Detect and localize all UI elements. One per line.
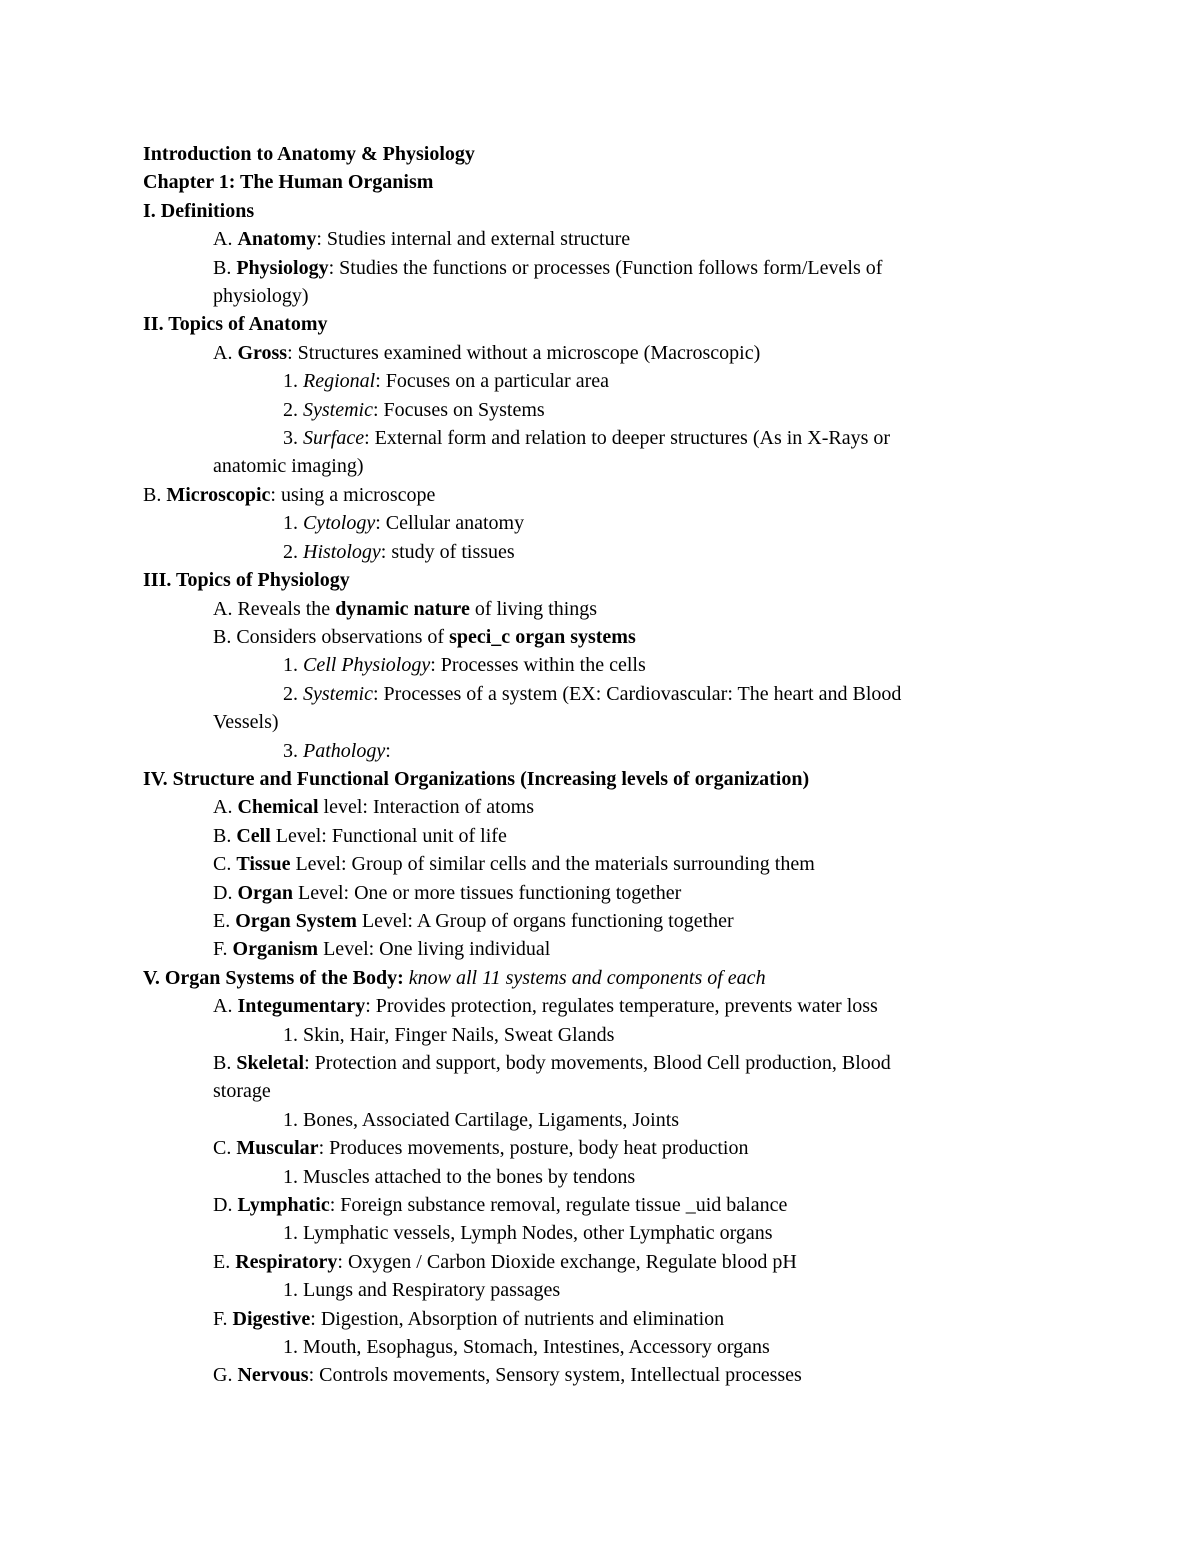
item-prefix: 3. xyxy=(283,427,303,450)
item-text: : External form and relation to deeper structures (As in X-Rays or xyxy=(364,427,891,450)
outline-item xyxy=(143,225,1043,253)
section-heading: III. Topics of Physiology xyxy=(143,569,350,592)
item-text: : xyxy=(385,739,391,762)
item-term: Tissue xyxy=(236,853,291,876)
outline-subitem: 1. Muscles attached to the bones by tendons xyxy=(283,1165,636,1188)
item-text: : Foreign substance removal, regulate tissue _uid balance xyxy=(329,1194,788,1217)
item-term: Organ System xyxy=(235,909,357,932)
item-text: : Processes of a system (EX: Cardiovascular: The heart and Blood xyxy=(372,682,902,705)
item-text: : Studies the functions or processes (Function follows form/Levels of xyxy=(328,256,883,279)
outline-item xyxy=(143,793,1043,821)
item-prefix: G. xyxy=(213,1364,238,1387)
item-prefix: C. xyxy=(213,853,237,876)
item-term: Lymphatic xyxy=(237,1194,330,1217)
outline-subitem xyxy=(143,424,1043,452)
item-term: Cell Physiology xyxy=(303,654,431,677)
item-text: Level: One living individual xyxy=(318,938,551,961)
item-continuation: storage xyxy=(213,1080,271,1103)
item-prefix: A. xyxy=(213,796,238,819)
item-term: Cytology xyxy=(303,512,376,535)
item-prefix: B. xyxy=(143,483,167,506)
item-text: : Controls movements, Sensory system, Intellectual processes xyxy=(308,1364,802,1387)
item-prefix: A. xyxy=(213,341,238,364)
item-prefix: B. xyxy=(213,256,237,279)
outline-subitem: 1. Lymphatic vessels, Lymph Nodes, other Lymphatic organs xyxy=(283,1222,773,1245)
item-text: : Studies internal and external structure xyxy=(316,228,631,251)
item-prefix: 1. xyxy=(283,512,303,535)
item-prefix: 2. xyxy=(283,682,303,705)
item-text: Level: Group of similar cells and the materials surrounding them xyxy=(290,853,815,876)
item-continuation: physiology) xyxy=(213,285,309,308)
outline-item xyxy=(143,339,1043,367)
item-term: Digestive xyxy=(232,1307,311,1330)
item-term: Systemic xyxy=(303,398,373,421)
outline-item xyxy=(143,1049,1043,1077)
item-term: speci_c organ systems xyxy=(449,625,636,648)
item-term: dynamic nature xyxy=(335,597,470,620)
item-term: Systemic xyxy=(303,682,373,705)
item-prefix: E. xyxy=(213,1250,236,1273)
item-text: : Structures examined without a microscope (Macroscopic) xyxy=(287,341,761,364)
heading-text: V. Organ Systems of the Body: xyxy=(143,966,409,989)
document-title: Introduction to Anatomy & Physiology xyxy=(143,143,475,165)
outline-subitem: 1. Skin, Hair, Finger Nails, Sweat Glands xyxy=(283,1023,615,1046)
item-prefix: D. xyxy=(213,1194,238,1217)
outline-subitem xyxy=(143,509,1043,537)
outline-item xyxy=(143,1134,1043,1162)
outline-item xyxy=(143,822,1043,850)
item-term: Skeletal xyxy=(236,1052,305,1074)
item-text: : Digestion, Absorption of nutrients and elimination xyxy=(310,1307,725,1330)
item-prefix: 2. xyxy=(283,398,303,421)
item-term: Regional xyxy=(303,370,376,393)
outline-item xyxy=(143,935,1043,963)
item-term: Integumentary xyxy=(237,995,366,1018)
chapter-heading: Chapter 1: The Human Organism xyxy=(143,171,434,194)
item-text: B. Considers observations of xyxy=(213,625,450,648)
outline-item xyxy=(143,850,1043,878)
outline-subitem xyxy=(143,367,1043,395)
item-term: Surface xyxy=(303,427,365,450)
item-text: : Focuses on Systems xyxy=(372,398,545,421)
item-term: Organ xyxy=(237,881,294,904)
item-prefix: 2. xyxy=(283,540,303,563)
outline-subitem xyxy=(143,396,1043,424)
item-prefix: C. xyxy=(213,1137,237,1160)
outline-subitem: 1. Lungs and Respiratory passages xyxy=(283,1279,561,1302)
item-text: Level: One or more tissues functioning together xyxy=(293,881,682,904)
item-prefix: E. xyxy=(213,909,236,932)
item-text: : Cellular anatomy xyxy=(375,512,525,535)
item-text: : Oxygen / Carbon Dioxide exchange, Regulate blood pH xyxy=(337,1250,797,1273)
outline-subitem: 1. Mouth, Esophagus, Stomach, Intestines, Accessory organs xyxy=(283,1336,770,1359)
item-term: Respiratory xyxy=(235,1250,338,1273)
outline-item xyxy=(143,1248,1043,1276)
outline-item xyxy=(143,907,1043,935)
item-term: Gross xyxy=(237,341,288,364)
item-term: Physiology xyxy=(236,256,329,279)
item-term: Anatomy xyxy=(237,228,317,251)
outline-item xyxy=(143,879,1043,907)
item-term: Muscular xyxy=(236,1137,319,1160)
outline-item xyxy=(143,254,1043,282)
item-text: : Provides protection, regulates temperature, prevents water loss xyxy=(365,995,878,1018)
outline-item xyxy=(143,1361,1043,1389)
outline-item xyxy=(143,481,1043,509)
section-heading: II. Topics of Anatomy xyxy=(143,313,328,336)
item-text: Level: A Group of organs functioning together xyxy=(356,909,734,932)
item-term: Pathology xyxy=(303,739,386,762)
heading-note: know all 11 systems and components of each xyxy=(408,966,766,989)
outline-item xyxy=(143,992,1043,1020)
item-term: Microscopic xyxy=(166,483,271,506)
item-prefix: A. xyxy=(213,995,238,1018)
outline-item xyxy=(143,595,1043,623)
outline-subitem xyxy=(143,538,1043,566)
item-prefix: 1. xyxy=(283,370,303,393)
outline-item xyxy=(143,1305,1043,1333)
item-prefix: A. xyxy=(213,228,238,251)
item-text: of living things xyxy=(469,597,598,620)
item-continuation: anatomic imaging) xyxy=(213,455,364,478)
outline-subitem xyxy=(143,651,1043,679)
outline-subitem: 1. Bones, Associated Cartilage, Ligaments, Joints xyxy=(283,1108,680,1131)
item-prefix: B. xyxy=(213,824,237,847)
outline-subitem xyxy=(143,737,1043,765)
item-text: : Processes within the cells xyxy=(430,654,646,677)
outline-subitem xyxy=(143,680,1043,708)
outline-item xyxy=(143,1191,1043,1219)
item-text: : Produces movements, posture, body heat production xyxy=(318,1137,749,1160)
item-term: Nervous xyxy=(237,1364,309,1387)
section-heading: IV. Structure and Functional Organizations (Increasing levels of organization) xyxy=(143,767,810,790)
item-text: : Focuses on a particular area xyxy=(375,370,610,393)
document-body xyxy=(143,140,1043,1390)
item-text: : study of tissues xyxy=(380,540,515,563)
section-heading: I. Definitions xyxy=(143,199,255,222)
item-text: : Protection and support, body movements, Blood Cell production, Blood xyxy=(304,1052,891,1074)
item-prefix: D. xyxy=(213,881,238,904)
item-prefix: 1. xyxy=(283,654,303,677)
item-term: Cell xyxy=(236,824,271,847)
item-text: level: Interaction of atoms xyxy=(318,796,535,819)
outline-item xyxy=(143,623,1043,651)
item-term: Organism xyxy=(232,938,319,961)
item-text: Level: Functional unit of life xyxy=(270,824,507,847)
item-continuation: Vessels) xyxy=(213,711,279,734)
item-text: A. Reveals the xyxy=(213,597,336,620)
item-text: : using a microscope xyxy=(270,483,436,506)
item-prefix: F. xyxy=(213,938,233,961)
item-prefix: F. xyxy=(213,1307,233,1330)
section-heading xyxy=(143,964,1043,992)
item-term: Chemical xyxy=(237,796,319,819)
item-prefix: B. xyxy=(213,1052,237,1074)
item-term: Histology xyxy=(303,540,381,563)
item-prefix: 3. xyxy=(283,739,303,762)
